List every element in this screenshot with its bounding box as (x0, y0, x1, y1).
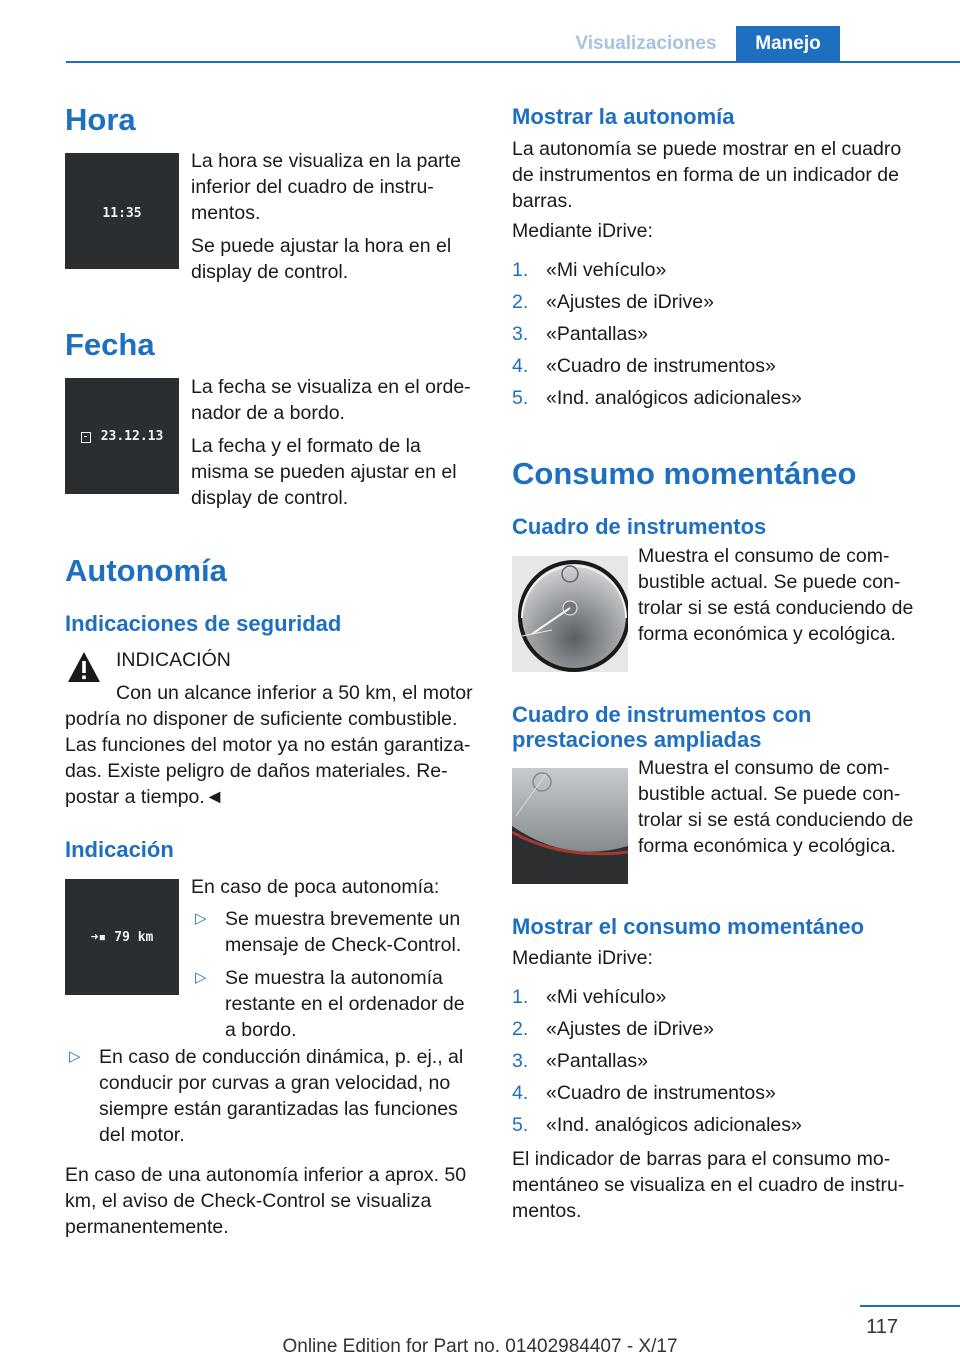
mostrar-autonomia-text: La autonomía se puede mostrar en el cuadro de instrumentos en forma de un indicador de barras. (512, 138, 902, 212)
autonomia-bullets-short (191, 906, 479, 1050)
warning-label: INDICACIÓN (116, 649, 231, 671)
heading-indicaciones-seguridad: Indicaciones de seguridad (65, 611, 342, 636)
consumo-ampliadas-text: Muestra el consumo de combustible actual. Se puede controlar si se está conduciendo de forma económica y ecológica. (638, 757, 914, 857)
list-item: ▷ En caso de conducción dinámica, p. ej., al conducir por curvas a gran velocidad, no siempre están garantizadas las funciones del motor. (69, 1046, 464, 1146)
triangle-bullet-icon: ▷ (195, 910, 207, 927)
consumo-cuadro-text: Muestra el consumo de combustible actual. Se puede controlar si se está conduciendo de forma económica y ecológica. (638, 545, 914, 645)
header-rule (66, 61, 960, 63)
list-item: 5. «Ind. analógicos adicionales» (512, 387, 802, 409)
mostrar-autonomia-idrive: Mediante iDrive: (512, 220, 653, 242)
date-display-text: 23.12.13 (100, 428, 164, 444)
heading-consumo-momentaneo: Consumo momentáneo (512, 456, 857, 491)
mostrar-consumo-idrive: Mediante iDrive: (512, 947, 653, 969)
autonomia-bullets-long (65, 1044, 479, 1155)
extended-gauge-image (512, 768, 628, 884)
heading-fecha: Fecha (65, 327, 155, 362)
hora-paragraph-1: La hora se visualiza en la parte inferior del cuadro de instrumentos. (191, 150, 461, 224)
range-display-text: 79 km (114, 929, 154, 945)
list-item: 1. «Mi vehículo» (512, 986, 667, 1008)
heading-cuadro-ampliadas-line-2: prestaciones ampliadas (512, 727, 762, 752)
date-display-image (65, 378, 179, 494)
fuel-consumption-gauge-image (512, 556, 628, 672)
fuel-range-icon: ➜▪ (90, 929, 107, 945)
heading-cuadro-ampliadas-line-1: Cuadro de instrumentos con (512, 702, 812, 727)
heading-hora: Hora (65, 102, 136, 137)
page-number: 117 (866, 1316, 898, 1338)
list-item: 4. «Cuadro de instrumentos» (512, 1082, 776, 1104)
triangle-bullet-icon: ▷ (69, 1048, 81, 1065)
list-item: ▷ Se muestra la autonomía restante en el ordenador de a bordo. (195, 967, 465, 1041)
calendar-icon (81, 432, 91, 443)
autonomia-closing: En caso de una autonomía inferior a aprox. 50 km, el aviso de Check-Control se visualiza permanentemente. (65, 1164, 467, 1238)
list-item: 2. «Ajustes de iDrive» (512, 1018, 714, 1040)
edition-footer: Online Edition for Part no. 01402984407 - X/17 (282, 1336, 678, 1357)
fecha-paragraph-1: La fecha se visualiza en el ordenador de a bordo. (191, 376, 471, 424)
heading-cuadro-instrumentos: Cuadro de instrumentos (512, 514, 767, 539)
hora-paragraph-2: Se puede ajustar la hora en el display de control. (191, 235, 452, 283)
list-item: 1. «Mi vehículo» (512, 259, 667, 281)
autonomia-intro: En caso de poca autonomía: (191, 876, 440, 898)
triangle-bullet-icon: ▷ (195, 969, 207, 986)
warning-text: Con un alcance inferior a 50 km, el motor podría no disponer de suficiente combustible. Las funciones del motor ya no están garantizadas. Existe peligro de daños materiales. Repostar a tiempo.◄ (65, 682, 473, 808)
range-display-image (65, 879, 179, 995)
heading-mostrar-consumo: Mostrar el consumo momentáneo (512, 914, 865, 939)
list-item: ▷ Se muestra brevemente un mensaje de Check-Control. (195, 908, 462, 956)
list-item: 2. «Ajustes de iDrive» (512, 291, 714, 313)
list-item: 4. «Cuadro de instrumentos» (512, 355, 776, 377)
list-item: 3. «Pantallas» (512, 323, 648, 345)
heading-indicacion: Indicación (65, 837, 174, 862)
list-item: 5. «Ind. analógicos adicionales» (512, 1114, 802, 1136)
clock-display-text: 11:35 (102, 205, 142, 221)
consumo-closing: El indicador de barras para el consumo momentáneo se visualiza en el cuadro de instrumentos. (512, 1148, 905, 1222)
mostrar-consumo-steps (512, 984, 922, 1144)
heading-mostrar-autonomia: Mostrar la autonomía (512, 104, 735, 129)
tab-visualizaciones[interactable]: Visualizaciones (575, 33, 717, 54)
fecha-paragraph-2: La fecha y el formato de la misma se pueden ajustar en el display de control. (191, 435, 457, 509)
clock-display-image (65, 153, 179, 269)
tab-manejo[interactable]: Manejo (736, 26, 840, 62)
heading-autonomia: Autonomía (65, 553, 227, 588)
mostrar-autonomia-steps (512, 257, 922, 417)
list-item: 3. «Pantallas» (512, 1050, 648, 1072)
fecha-text (191, 374, 473, 511)
footer-rule (860, 1305, 960, 1307)
hora-text (191, 148, 471, 285)
